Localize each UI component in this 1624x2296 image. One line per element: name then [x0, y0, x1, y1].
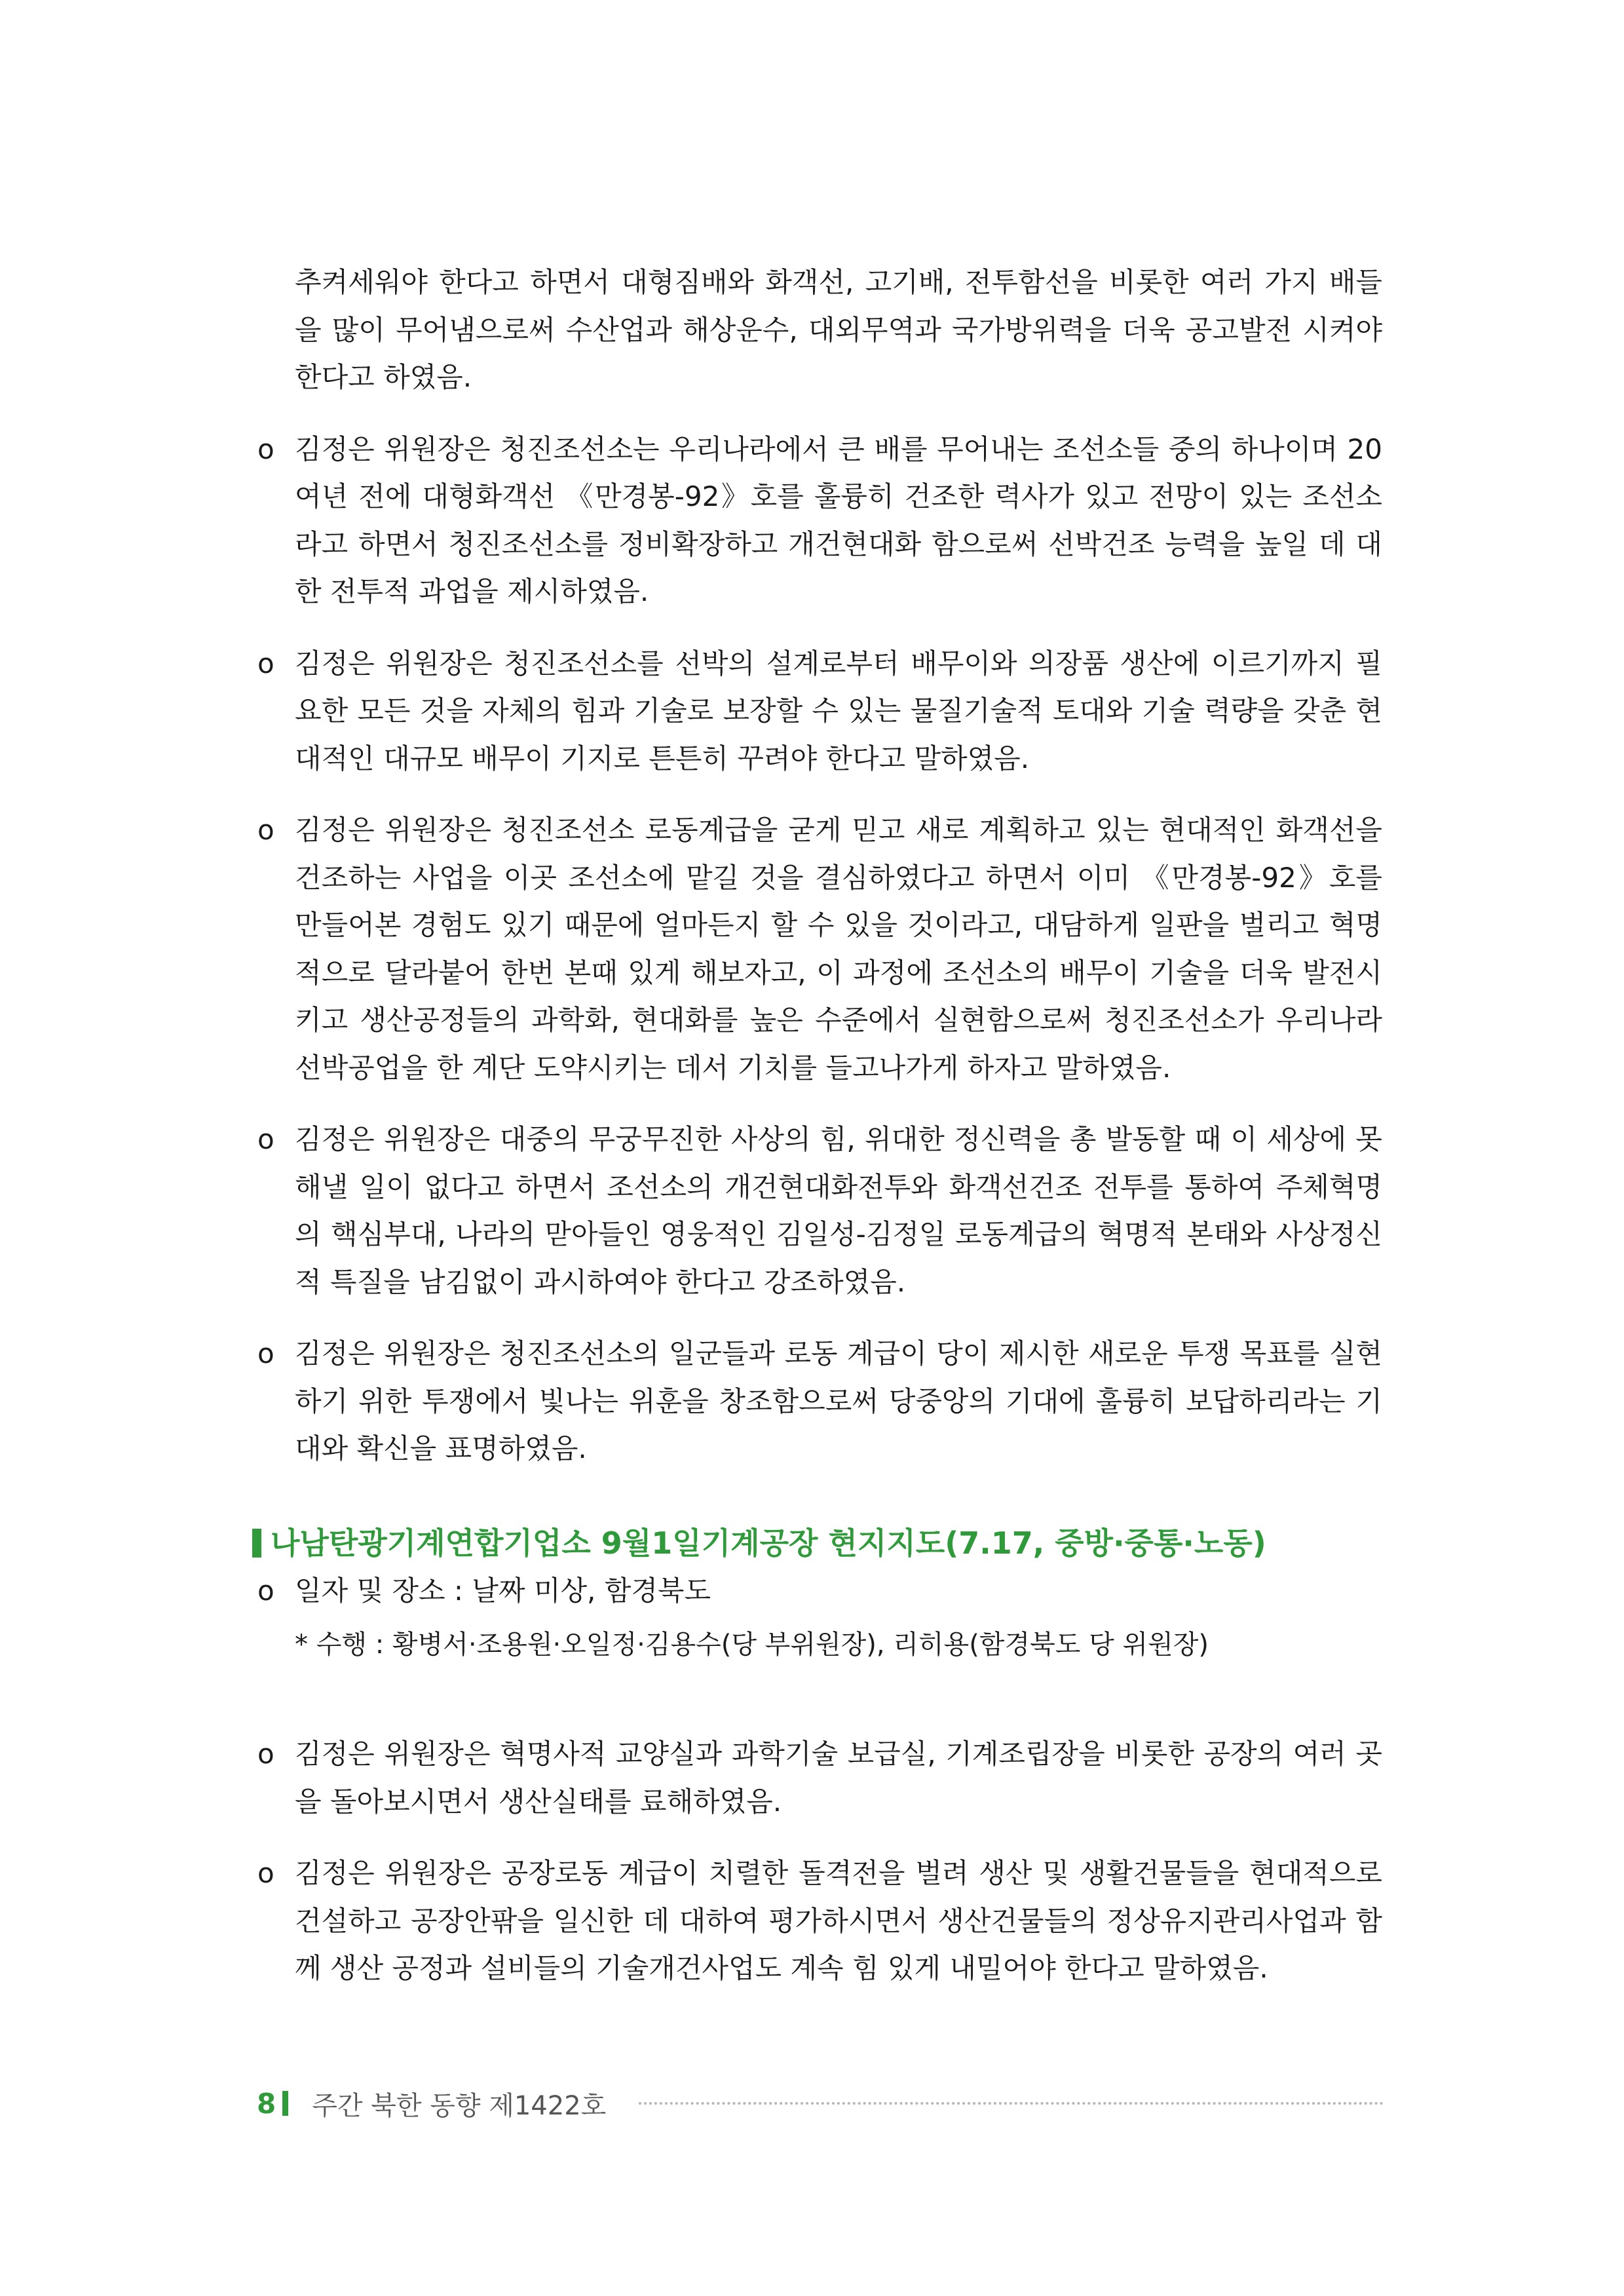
- bullet-text: 일자 및 장소 : 날짜 미상, 함경북도: [295, 1574, 711, 1607]
- bullet-item: [252, 807, 1382, 1092]
- bullet-marker: o: [257, 1123, 274, 1155]
- section-marker-bar: [252, 1529, 261, 1558]
- bullet-text: 김정은 위원장은 혁명사적 교양실과 과학기술 보급실, 기계조립장을 비롯한 공장의 여러 곳을 돌아보시면서 생산실태를 료해하였음.: [295, 1738, 1382, 1818]
- bullet-text: 김정은 위원장은 청진조선소의 일군들과 로동 계급이 당이 제시한 새로운 투쟁 목표를 실현하기 위한 투쟁에서 빛나는 위훈을 창조함으로써 당중앙의 기대에 훌륭히 보답하리라는 기대와 확신을 표명하였음.: [295, 1337, 1382, 1464]
- bullet-item: [252, 1850, 1382, 1993]
- attendees-note: * 수행 : 황병서·조용원·오일정·김용수(당 부위원장), 리히용(함경북도 당 위원장): [295, 1630, 1209, 1660]
- bullet-item: [252, 640, 1382, 783]
- bullet-marker: o: [257, 1857, 274, 1889]
- page-footer: [257, 2082, 1384, 2124]
- footer-marker-bar: [282, 2091, 288, 2116]
- bullet-item-meta: [252, 1567, 1382, 1615]
- footer-dotted-rule: [639, 2102, 1384, 2105]
- document-body: [252, 259, 1382, 2017]
- bullet-item: [252, 1731, 1382, 1826]
- bullet-item: [252, 1116, 1382, 1306]
- section-heading: [252, 1519, 1382, 1567]
- bullet-marker: o: [257, 1337, 274, 1369]
- page-number: 8: [257, 2087, 276, 2120]
- bullet-item: [252, 426, 1382, 616]
- bullet-item: [252, 1330, 1382, 1473]
- bullet-marker: o: [257, 1738, 274, 1770]
- bullet-marker: o: [257, 647, 274, 679]
- section-title-text: 나남탄광기계연합기업소 9월1일기계공장 현지지도(7.17, 중방·중통·노동): [271, 1525, 1266, 1561]
- bullet-text: 김정은 위원장은 청진조선소를 선박의 설계로부터 배무이와 의장품 생산에 이르기까지 필요한 모든 것을 자체의 힘과 기술로 보장할 수 있는 물질기술적 토대와 기술 력량을 갖춘 현대적인 대규모 배무이 기지로 튼튼히 꾸려야 한다고 말하였음.: [295, 647, 1382, 775]
- continuation-paragraph: 추켜세워야 한다고 하면서 대형짐배와 화객선, 고기배, 전투함선을 비롯한 여러 가지 배들을 많이 무어냄으로써 수산업과 해상운수, 대외무역과 국가방위력을 더욱 공고발전 시켜야 한다고 하였음.: [295, 266, 1382, 393]
- bullet-text: 김정은 위원장은 청진조선소는 우리나라에서 큰 배를 무어내는 조선소들 중의 하나이며 20여년 전에 대형화객선 《만경봉-92》호를 훌륭히 건조한 력사가 있고 전망이 있는 조선소라고 하면서 청진조선소를 정비확장하고 개건현대화 함으로써 선박건조 능력을 높일 데 대한 전투적 과업을 제시하였음.: [295, 432, 1382, 607]
- bullet-marker: o: [257, 814, 274, 846]
- publication-title: 주간 북한 동향 제1422호: [312, 2090, 607, 2121]
- bullet-marker: o: [257, 1574, 274, 1607]
- bullet-text: 김정은 위원장은 청진조선소 로동계급을 굳게 믿고 새로 계획하고 있는 현대적인 화객선을 건조하는 사업을 이곳 조선소에 맡길 것을 결심하였다고 하면서 이미 《만경봉-92》호를 만들어본 경험도 있기 때문에 얼마든지 할 수 있을 것이라고, 대담하게 일판을 벌리고 혁명적으로 달라붙어 한번 본때 있게 해보자고, 이 과정에 조선소의 배무이 기술을 더욱 발전시키고 생산공정들의 과학화, 현대화를 높은 수준에서 실현함으로써 청진조선소가 우리나라 선박공업을 한 계단 도약시키는 데서 기치를 들고나가게 하자고 말하였음.: [295, 814, 1382, 1084]
- bullet-text: 김정은 위원장은 공장로동 계급이 치렬한 돌격전을 벌려 생산 및 생활건물들을 현대적으로 건설하고 공장안팎을 일신한 데 대하여 평가하시면서 생산건물들의 정상유지관리사업과 함께 생산 공정과 설비들의 기술개건사업도 계속 힘 있게 내밀어야 한다고 말하였음.: [295, 1857, 1383, 1984]
- bullet-text: 김정은 위원장은 대중의 무궁무진한 사상의 힘, 위대한 정신력을 총 발동할 때 이 세상에 못해낼 일이 없다고 하면서 조선소의 개건현대화전투와 화객선건조 전투를 통하여 주체혁명의 핵심부대, 나라의 맏아들인 영웅적인 김일성-김정일 로동계급의 혁명적 본태와 사상정신적 특질을 남김없이 과시하여야 한다고 강조하였음.: [295, 1123, 1382, 1298]
- bullet-marker: o: [257, 432, 274, 465]
